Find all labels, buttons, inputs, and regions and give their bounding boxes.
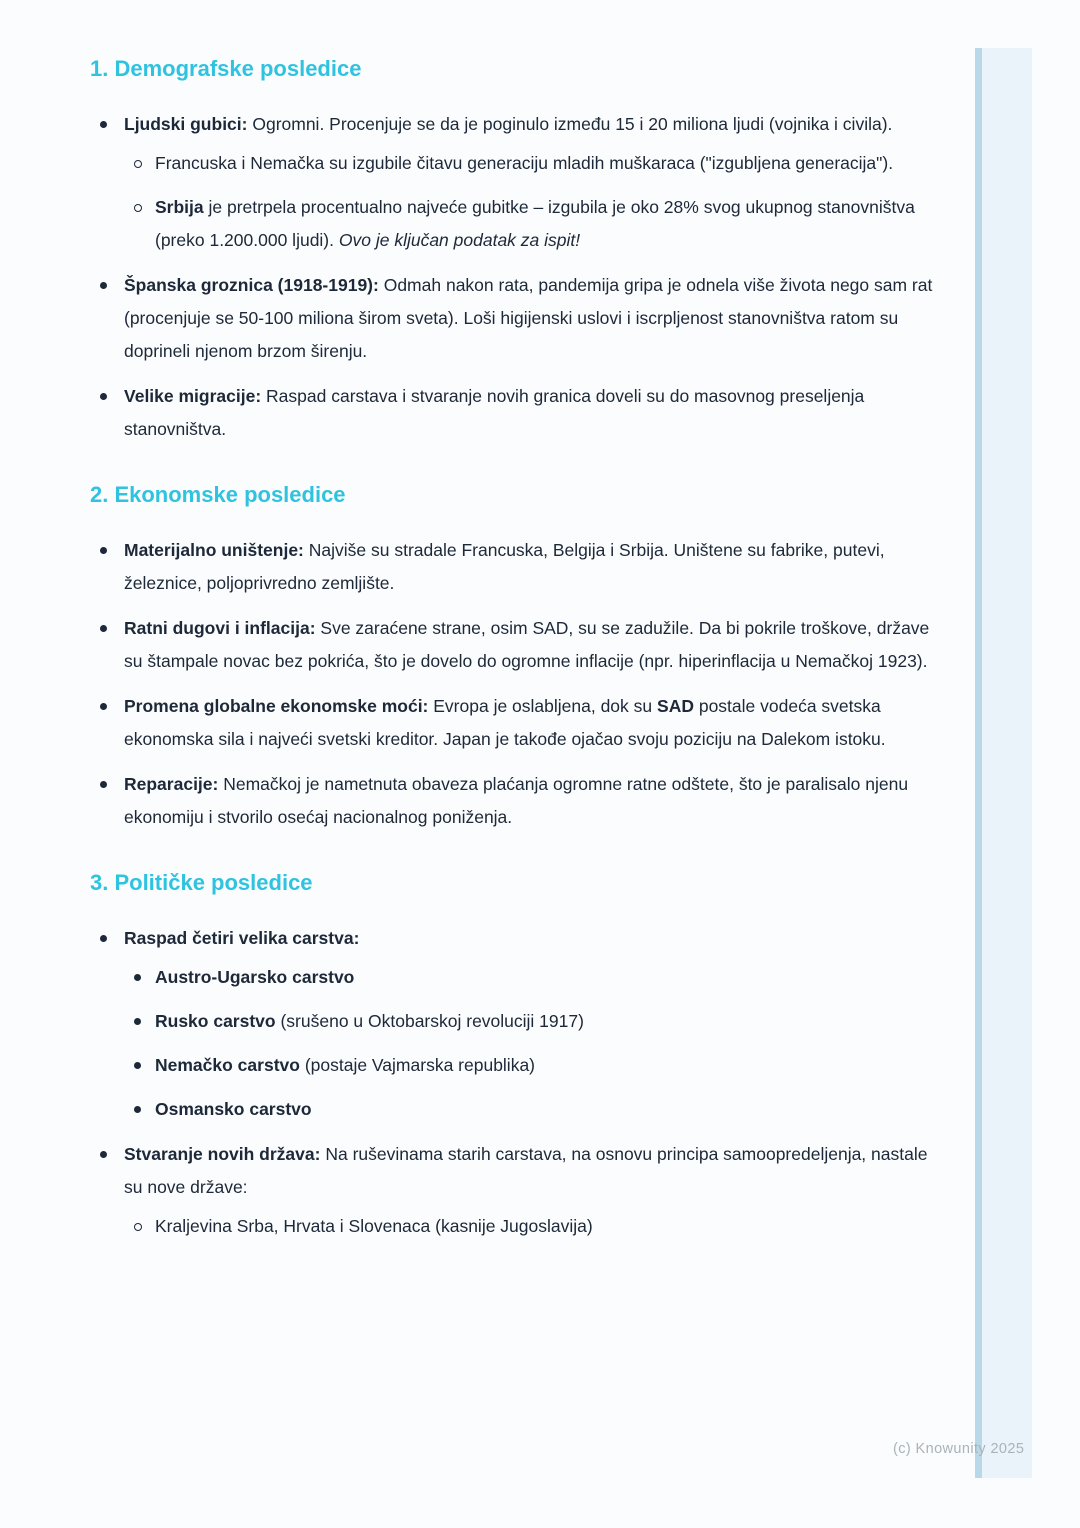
list-item xyxy=(90,269,950,368)
list-item xyxy=(124,1210,950,1243)
text-run: je pretrpela procentualno najveće gubitke – izgubila je oko 28% svog ukupnog stanovništva (preko 1.200.000 ljudi). xyxy=(155,197,915,250)
disc-bullet-icon xyxy=(100,282,107,289)
sub-list xyxy=(124,147,950,257)
text-run: Ljudski gubici: xyxy=(124,114,248,134)
text-run: Ovo je ključan podatak za ispit! xyxy=(338,230,581,250)
text-run: Raspad četiri velika carstva: xyxy=(124,928,360,948)
text-run: Austro-Ugarsko carstvo xyxy=(155,967,355,987)
disc-bullet-icon xyxy=(100,1151,107,1158)
text-run: Raspad carstava i stvaranje novih granica doveli su do masovnog preseljenja stanovništva. xyxy=(124,386,865,439)
list-item xyxy=(90,612,950,678)
text-run: Osmansko carstvo xyxy=(155,1099,312,1119)
disc-bullet-icon xyxy=(134,974,141,981)
text-run: Nemačko carstvo xyxy=(155,1055,300,1075)
disc-bullet-icon xyxy=(100,781,107,788)
text-run: Ogromni. Procenjuje se da je poginulo između 15 i 20 miliona ljudi (vojnika i civila). xyxy=(247,114,893,134)
section-heading-demografske: 1. Demografske posledice xyxy=(90,56,362,81)
circle-bullet-icon xyxy=(134,204,142,212)
section-1-list xyxy=(90,108,950,446)
text-run: Najviše su stradale Francuska, Belgija i Srbija. Uništene su fabrike, putevi, železnice, poljoprivredno zemljište. xyxy=(124,540,885,593)
text-run: postale vodeća svetska ekonomska sila i najveći svetski kreditor. Japan je takođe ojačao svoju poziciju na Dalekom istoku. xyxy=(124,696,886,749)
list-item xyxy=(90,534,950,600)
disc-bullet-icon xyxy=(134,1106,141,1113)
text-run: Velike migracije: xyxy=(124,386,262,406)
list-item xyxy=(124,191,950,257)
text-run: Stvaranje novih država: xyxy=(124,1144,321,1164)
text-run: Promena globalne ekonomske moći: xyxy=(124,696,429,716)
text-run: (srušeno u Oktobarskoj revoluciji 1917) xyxy=(275,1011,584,1031)
text-run: Srbija xyxy=(155,197,204,217)
text-run: (postaje Vajmarska republika) xyxy=(299,1055,536,1075)
list-item xyxy=(90,380,950,446)
list-item xyxy=(90,922,950,1126)
sub-list xyxy=(124,961,950,1126)
list-item xyxy=(90,108,950,257)
disc-bullet-icon xyxy=(100,547,107,554)
disc-bullet-icon xyxy=(100,121,107,128)
list-item xyxy=(124,961,950,994)
circle-bullet-icon xyxy=(134,160,142,168)
text-run: Kraljevina Srba, Hrvata i Slovenaca (kasnije Jugoslavija) xyxy=(155,1216,593,1236)
disc-bullet-icon xyxy=(100,625,107,632)
text-run: SAD xyxy=(657,696,694,716)
text-run: Odmah nakon rata, pandemija gripa je odnela više života nego sam rat (procenjuje se 50-100 miliona širom sveta). Loši higijenski uslovi i iscrpljenost stanovništva ratom su doprineli njenom brzom širenju. xyxy=(124,275,933,361)
section-3-list xyxy=(90,922,950,1243)
text-run: Španska groznica (1918-1919): xyxy=(124,275,379,295)
list-item xyxy=(124,147,950,180)
section-heading-ekonomske: 2. Ekonomske posledice xyxy=(90,482,346,507)
list-item xyxy=(90,768,950,834)
disc-bullet-icon xyxy=(134,1018,141,1025)
list-item xyxy=(124,1005,950,1038)
text-run: Reparacije: xyxy=(124,774,219,794)
disc-bullet-icon xyxy=(100,393,107,400)
sub-list xyxy=(124,1210,950,1243)
list-item xyxy=(124,1049,950,1082)
text-run: Francuska i Nemačka su izgubile čitavu generaciju mladih muškaraca ("izgubljena generacija"). xyxy=(155,153,894,173)
circle-bullet-icon xyxy=(134,1223,142,1231)
text-run: Evropa je oslabljena, dok su xyxy=(428,696,658,716)
watermark: (c) Knowunity 2025 xyxy=(893,1441,1025,1457)
text-run: Ratni dugovi i inflacija: xyxy=(124,618,316,638)
section-2-list xyxy=(90,534,950,834)
disc-bullet-icon xyxy=(100,935,107,942)
text-run: Materijalno uništenje: xyxy=(124,540,304,560)
list-item xyxy=(90,690,950,756)
text-run: Na ruševinama starih carstava, na osnovu principa samoopredeljenja, nastale su nove države: xyxy=(124,1144,928,1197)
list-item xyxy=(124,1093,950,1126)
disc-bullet-icon xyxy=(134,1062,141,1069)
list-item xyxy=(90,1138,950,1243)
text-run: Sve zaraćene strane, osim SAD, su se zadužile. Da bi pokrile troškove, države su štampale novac bez pokrića, što je dovelo do ogromne inflacije (npr. hiperinflacija u Nemačkoj 1923). xyxy=(124,618,930,671)
text-run: Rusko carstvo xyxy=(155,1011,276,1031)
section-heading-politicke: 3. Političke posledice xyxy=(90,870,313,895)
disc-bullet-icon xyxy=(100,703,107,710)
text-run: Nemačkoj je nametnuta obaveza plaćanja ogromne ratne odštete, što je paralisalo njenu ekonomiju i stvorilo osećaj nacionalnog poniženja. xyxy=(124,774,909,827)
